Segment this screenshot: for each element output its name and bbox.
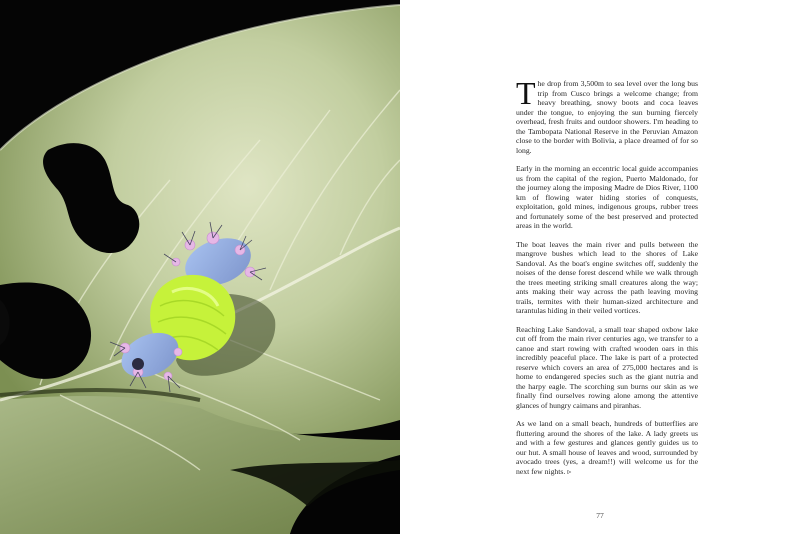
article-body — [516, 75, 698, 485]
paragraph-5-text: As we land on a small beach, hundreds of butterflies are fluttering around the shores of the lake. A lady greets us and with a few gestures and glances gently guides us to our hut. A small house of leaves and wood, surrounded by avocado trees (yes, a dream!!) will welcome us for the next few nights. — [516, 419, 698, 476]
article-paragraph-1 — [516, 75, 698, 155]
drop-cap: T — [516, 75, 536, 111]
article-paragraph-2: Early in the morning an eccentric local guide accompanies us from the capital of the region, Puerto Maldonado, for the journey along the imposing Madre de Dios River, 1100 km of flowing water hiding stories of conquests, exploitation, gold mines, indigenous groups, rubber trees and fortunately some of the best preserved and protected areas in the world. — [516, 164, 698, 230]
article-page — [400, 0, 800, 534]
page-number: 77 — [596, 511, 604, 520]
article-paragraph-4: Reaching Lake Sandoval, a small tear shaped oxbow lake cut off from the main river centuries ago, we transfer to a canoe and start rowing with crafted wooden oars in this incredibly peaceful place. The lake is part of a protected reserve which covers an area of 275,000 hectares and is home to endangered species such as the giant nutria and the harpy eagle. The scorching sun burns our skin as we finally find ourselves rowing alone among the attentive glances of hungry caimans and piranhas. — [516, 324, 698, 410]
article-paragraph-3: The boat leaves the main river and pulls between the mangrove bushes which lead to the shores of Lake Sandoval. As the boat's engine switches off, suddenly the noises of the dense forest descend while we walk through the trees meeting striking small creatures along the way; ants making their way across the path leaving moving trails, termites with their human-sized architecture and tarantulas hiding in their veiled vortices. — [516, 239, 698, 315]
paragraph-1-text: he drop from 3,500m to sea level over the long bus trip from Cusco brings a welcome change; from heavy breathing, snowy boots and coca leaves under the tongue, to enjoying the sun burning fiercely overhead, fresh fruits and outdoor showers. I'm heading to the Tambopata National Reserve in the Peruvian Amazon close to the border with Bolivia, a place dreamed of for so long. — [516, 79, 698, 155]
end-mark-icon: ▹ — [567, 466, 572, 476]
article-paragraph-5 — [516, 419, 698, 476]
